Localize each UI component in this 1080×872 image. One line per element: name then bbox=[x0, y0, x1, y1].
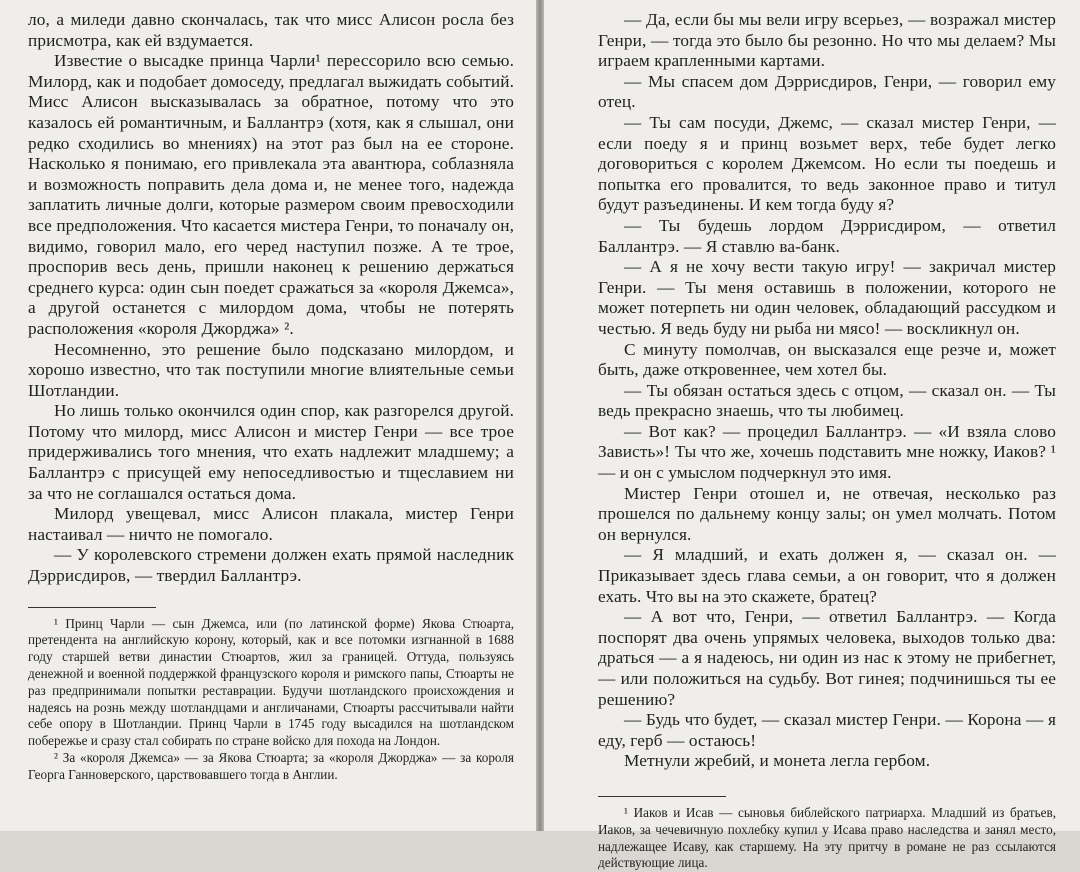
paragraph: — А вот что, Генри, — ответил Баллантрэ. — Когда поспорят два очень упрямых человека, выходов только два: драться — а я надеюсь, ни один из нас к этому не прибегнет, — или положиться на судьбу. Вот гинея; подчинишься ты ее решению? bbox=[598, 607, 1056, 709]
paragraph: Известие о высадке принца Чарли¹ перессорило всю семью. Милорд, как и подобает домоседу, предлагал выжидать событий. Мисс Алисон высказывалась за обратное, потому что это казалось ей романтичным, и Баллантрэ (хотя, как я слышал, они редко сходились во мнениях) на этот раз был на ее стороне. Насколько я понимаю, его привлекала эта авантюра, соблазняла и возможность поправить дела дома и, не менее того, надежда заплатить личные долги, которые размером своим превосходили все предположения. Что касается мистера Генри, то поначалу он, видимо, говорил мало, его черед наступил позже. А те трое, проспорив весь день, пришли наконец к решению держаться среднего курса: один сын поедет сражаться за «короля Джемса», а другой останется с милордом дома, чтобы не потерять расположения «короля Джорджа» ². bbox=[28, 51, 514, 338]
paragraph: — У королевского стремени должен ехать прямой наследник Дэррисдиров, — твердил Баллантрэ. bbox=[28, 545, 514, 586]
paragraph: Но лишь только окончился один спор, как разгорелся другой. Потому что милорд, мисс Алисон и мистер Генри — все трое придерживались того мнения, что ехать надлежит младшему; а Баллантрэ с присущей ему непоседливостью и тщеславием ни за что не соглашался остаться дома. bbox=[28, 401, 514, 503]
paragraph: — Ты сам посуди, Джемс, — сказал мистер Генри, — если поеду я и принц возьмет верх, тебе будет легко договориться с королем Джемсом. Но если ты поедешь и попытка его провалится, то ведь законное право и титул будут разъединены. И кем тогда буду я? bbox=[598, 112, 1056, 215]
footnote-divider bbox=[28, 607, 156, 608]
paragraph: Несомненно, это решение было подсказано милордом, и хорошо известно, что так поступили многие влиятельные семьи Шотландии. bbox=[28, 339, 514, 400]
right-page bbox=[544, 0, 1080, 871]
book-gutter bbox=[536, 0, 544, 831]
left-page bbox=[0, 0, 536, 831]
paragraph: Метнули жребий, и монета легла гербом. bbox=[624, 751, 931, 771]
footnote: ¹ Принц Чарли — сын Джемса, или (по латинской форме) Якова Стюарта, претендента на английскую корону, который, как и все потомки изгнанной в 1688 году старшей ветви династии Стюартов, жил за границей. Оттуда, пользуясь денежной и военной поддержкой французского короля и римского папы, Стюарты не раз предпринимали попытки реставрации. Будучи шотландского происхождения и надеясь на рознь между шотландцами и англичанами, Стюарты рассчитывали найти себе опору в Шотландии. Принц Чарли в 1745 году высадился на шотландском побережье и сразу стал собирать по стране войско для похода на Лондон. bbox=[28, 615, 514, 749]
paragraph: — Ты будешь лордом Дэррисдиром, — ответил Баллантрэ. — Я ставлю ва-банк. bbox=[598, 215, 1056, 256]
right-page-text bbox=[598, 10, 1056, 772]
paragraph: — Вот как? — процедил Баллантрэ. — «И взяла слово Зависть»! Ты что же, хочешь подставить мне ножку, Иаков? ¹ — и он с умыслом подчеркнул это имя. bbox=[598, 421, 1056, 483]
paragraph: — Я младший, и ехать должен я, — сказал он. — Приказывает здесь глава семьи, а он говорит, что я должен ехать. Что вы на это скажете, братец? bbox=[598, 545, 1056, 606]
paragraph: — Да, если бы мы вели игру всерьез, — возражал мистер Генри, — тогда это было бы резонно. Но что мы делаем? Мы играем крапленными картами. bbox=[598, 10, 1056, 71]
paragraph: ло, а миледи давно скончалась, так что мисс Алисон росла без присмотра, как ей вздумается. bbox=[28, 10, 514, 50]
paragraph: — Мы спасем дом Дэррисдиров, Генри, — говорил ему отец. bbox=[598, 71, 1056, 112]
footnote-divider bbox=[598, 796, 726, 797]
paragraph: С минуту помолчав, он высказался еще резче и, может быть, даже откровеннее, чем хотел бы. bbox=[598, 339, 1056, 380]
left-page-text bbox=[28, 10, 514, 587]
paragraph: — Будь что будет, — сказал мистер Генри. — Корона — я еду, герб — остаюсь! bbox=[598, 710, 1056, 750]
footnote: ¹ Иаков и Исав — сыновья библейского патриарха. Младший из братьев, Иаков, за чечевичную похлебку купил у Исава право наследства и занял место, надлежащее Исаву, как старшему. На эту притчу в романе не раз ссылаются действующие лица. bbox=[598, 804, 1056, 871]
paragraph: — Ты обязан остаться здесь с отцом, — сказал он. — Ты ведь прекрасно знаешь, что ты любимец. bbox=[598, 380, 1056, 421]
right-footnotes bbox=[598, 805, 1056, 872]
left-footnotes bbox=[28, 616, 514, 784]
paragraph: Мистер Генри отошел и, не отвечая, несколько раз прошелся по дальнему концу залы; он умел молчать. Потом он вернулся. bbox=[598, 483, 1056, 544]
paragraph: — А я не хочу вести такую игру! — закричал мистер Генри. — Ты меня оставишь в положении, которого не может потерпеть ни один человек, обладающий рассудком и честью. Я ведь буду ни рыба ни мясо! — воскликнул он. bbox=[598, 257, 1056, 338]
footnote: ² За «короля Джемса» — за Якова Стюарта; за «короля Джорджа» — за короля Георга Ганноверского, царствовавшего тогда в Англии. bbox=[28, 750, 514, 782]
paragraph: Милорд увещевал, мисс Алисон плакала, мистер Генри настаивал — ничто не помогало. bbox=[28, 504, 514, 544]
